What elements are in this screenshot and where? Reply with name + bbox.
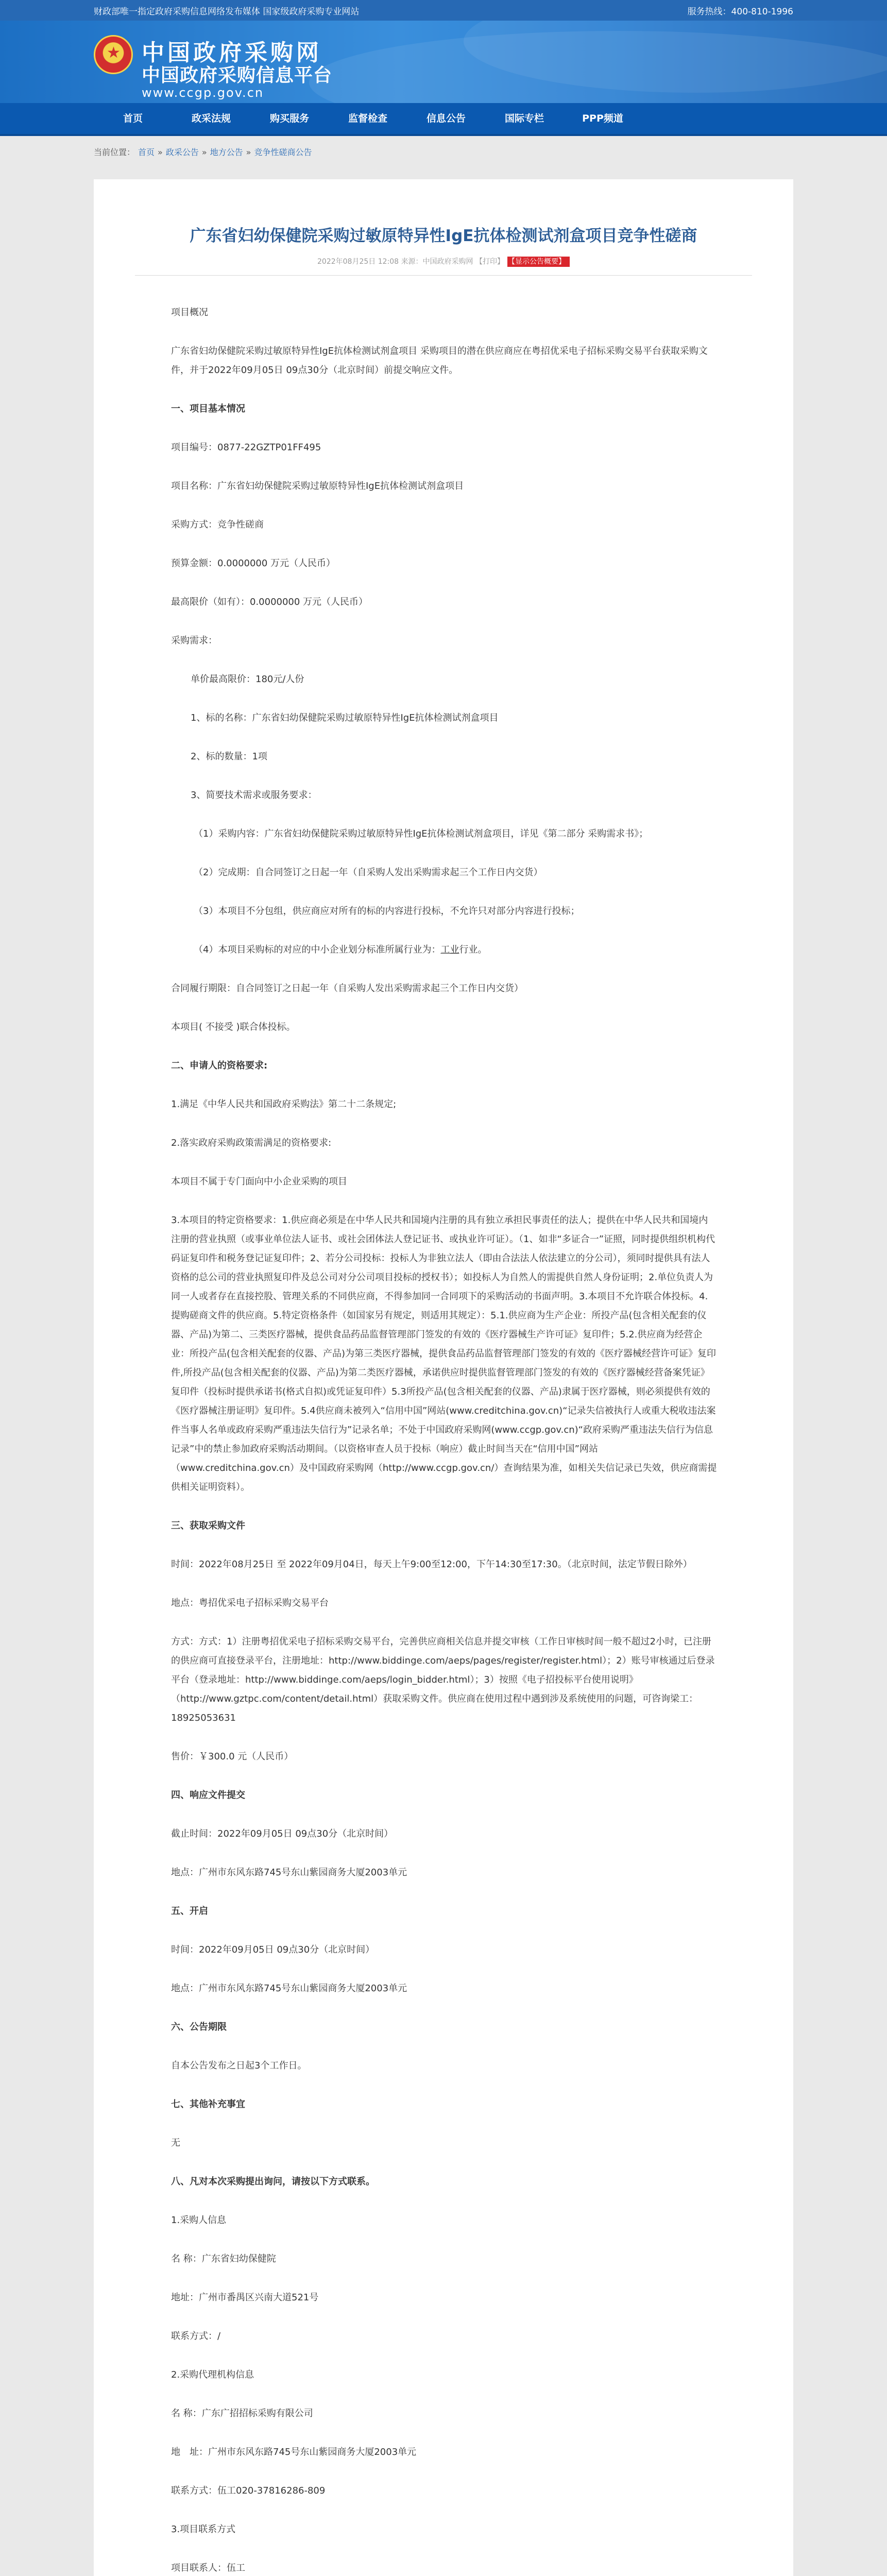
section-heading: 一、项目基本情况 [171,403,245,414]
opening-time: 时间：2022年09月05日 09点30分（北京时间） [171,1944,375,1955]
requirement-subitem: （2）完成期：自合同签订之日起一年（自采购人发出采购需求起三个工作日内交货） [194,867,543,878]
submission-deadline: 截止时间：2022年09月05日 09点30分（北京时间） [171,1828,394,1839]
article-title: 广东省妇幼保健院采购过敏原特异性IgE抗体检测试剂盒项目竞争性磋商 [190,227,697,245]
section-heading: 四、响应文件提交 [171,1790,245,1801]
article-body [171,303,717,2576]
section-heading: 五、开启 [171,1906,208,1917]
breadcrumb-item[interactable]: 竞争性磋商公告 [254,147,312,157]
breadcrumb-item[interactable]: 政采公告 [165,147,199,157]
submission-place: 地点：广州市东风东路745号东山紫园商务大厦2003单元 [171,1867,407,1878]
article-meta [94,256,793,266]
project-name: 项目名称：广东省妇幼保健院采购过敏原特异性IgE抗体检测试剂盒项目 [171,481,464,492]
site-subtitle: 中国政府采购信息平台 [142,64,333,86]
purchaser-address: 地址：广州市番禺区兴南大道521号 [171,2292,319,2303]
nav-item-supervision[interactable]: 监督检查 [348,113,387,124]
agency-contact: 联系方式：伍工020-37816286-809 [171,2485,326,2496]
contract-period: 合同履行期限：自合同签订之日起一年（自采购人发出采购需求起三个工作日内交货） [171,983,523,994]
qualification-item: 3.本项目的特定资格要求：1.供应商必须是在中华人民共和国境内注册的具有独立承担民事责任的法人；提供在中华人民共和国境内注册的营业执照（或事业单位法人证书、或社会团体法人登记证书、或执业许可证）。（1、如非“多证合一”证照，同时提供组织机构代码证复印件和税务登记证复印件；2、若分公司投标：投标人为非独立法人（即由合法法人依法建立的分公司），须同时提供具有法人资格的总公司的营业执照复印件及总公司对分公司项目投标的授权书）；如投标人为自然人的需提供自然人身份证明；2.单位负责人为同一人或者存在直接控股、管理关系的不同供应商，不得参加同一合同项下的采购活动的书面声明。3.本项目不允许联合体投标。4.提购磋商文件的供应商。5.特定资格条件（如国家另有规定，则适用其规定）：5.1.供应商为生产企业：所投产品(包含相关配套的仪器、产品)为第二、三类医疗器械，提供食品药品监督管理部门签发的有效的《医疗器械生产许可证》复印件；5.2.供应商为经营企业：所投产品(包含相关配套的仪器、产品)为第三类医疗器械，提供食品药品监督管理部门签发的有效的《医疗器械经营许可证》复印件,所投产品(包含相关配套的仪器、产品)为第二类医疗器械，承诺供应时提供监督管理部门签发的有效的《医疗器械经营备案凭证》复印件（投标时提供承诺书(格式自拟)或凭证复印件）5.3所投产品(包含相关配套的仪器、产品)隶属于医疗器械，则必须提供有效的《医疗器械注册证明》复印件。5.4供应商未被列入“信用中国”网站(www.creditchina.gov.cn)“记录失信被执行人或重大税收违法案件当事人名单或政府采购严重违法失信行为”记录名单；不处于中国政府采购网(www.ccgp.gov.cn)“政府采购严重违法失信行为信息记录”中的禁止参加政府采购活动期间。（以资格审查人员于投标（响应）截止时间当天在“信用中国”网站（www.creditchina.gov.cn）及中国政府采购网（http://www.ccgp.gov.cn/）查询结果为准，如相关失信记录已失效，供应商需提供相关证明资料）。 [171,1215,717,1493]
acquire-time: 时间：2022年08月25日 至 2022年09月04日，每天上午9:00至12:00，下午14:30至17:30。（北京时间，法定节假日除外） [171,1559,692,1570]
document-price: 售价：￥300.0 元（人民币） [171,1751,294,1762]
section-heading: 三、获取采购文件 [171,1520,245,1531]
article-meta-text: 2022年08月25日 12:08 来源：中国政府采购网 【打印】 [317,258,504,266]
breadcrumb-prefix: 当前位置： [94,147,135,157]
requirement-item: 2、标的数量：1项 [191,751,267,762]
national-emblem-icon [94,35,133,74]
requirement-text: 行业。 [459,944,487,955]
contact-group-title: 3.项目联系方式 [171,2524,236,2535]
breadcrumb-separator: » [201,147,207,157]
nav-item-purchase-services[interactable]: 购买服务 [269,113,309,124]
contact-group-title: 2.采购代理机构信息 [171,2369,254,2380]
breadcrumb-separator: » [246,147,251,157]
agency-name: 名 称：广东广招招标采购有限公司 [171,2408,313,2419]
requirement-item: 单价最高限价：180元/人份 [191,674,304,685]
top-strip-slogan: 财政部唯一指定政府采购信息网络发布媒体 国家级政府采购专业网站 [94,6,360,17]
requirements-title: 采购需求： [171,635,217,646]
requirement-subitem [171,940,717,959]
section-heading: 六、公告期限 [171,2022,227,2032]
max-price: 最高限价（如有）：0.0000000 万元（人民币） [171,597,368,607]
project-contact-person: 项目联系人：伍工 [171,2563,245,2573]
section-heading: 二、申请人的资格要求: [171,1060,268,1071]
article-panel [94,179,793,2576]
industry-value: 工业 [440,944,459,955]
divider [135,275,752,276]
notice-period: 自本公告发布之日起3个工作日。 [171,2060,307,2071]
nav-item-international[interactable]: 国际专栏 [504,113,544,124]
acquire-method: 方式：方式：1）注册粤招优采电子招标采购交易平台，完善供应商相关信息并提交审核（工作日审核时间一般不超过2小时，已注册的供应商可直接登录平台，注册地址：http://www.biddinge.com/aeps/pages/register/register.html）；2）账号审核通过后登录平台（登录地址：http://www.biddinge.com/aeps/login_bidder.html）；3）按照《电子招投标平台使用说明》（http://www.gztpc.com/content/detail.html）获取采购文件。供应商在使用过程中遇到涉及系统使用的问题，可咨询梁工：18925053631 [171,1636,715,1723]
nav-item-home[interactable]: 首页 [123,113,143,124]
qualification-item: 1.满足《中华人民共和国政府采购法》第二十二条规定; [171,1099,397,1110]
nav-item-regulations[interactable]: 政采法规 [191,113,231,124]
opening-place: 地点：广州市东风东路745号东山紫园商务大厦2003单元 [171,1983,407,1994]
site-url: www.ccgp.gov.cn [142,86,264,100]
nav-item-ppp[interactable]: PPP频道 [582,113,623,124]
requirement-item: 3、简要技术需求或服务要求： [191,790,317,801]
contact-group-title: 1.采购人信息 [171,2215,227,2226]
breadcrumb-item[interactable]: 首页 [138,147,155,157]
breadcrumb-separator: » [158,147,163,157]
other-matters: 无 [171,2138,180,2148]
procurement-method: 采购方式：竞争性磋商 [171,519,264,530]
site-title[interactable]: 中国政府采购网 [142,40,322,66]
site-header [0,21,887,103]
acquire-place: 地点：粤招优采电子招标采购交易平台 [171,1598,329,1608]
consortium-note: 本项目( 不接受 )联合体投标。 [171,1022,296,1032]
requirement-subitem: （3）本项目不分包组，供应商应对所有的标的内容进行投标，不允许只对部分内容进行投标； [194,906,580,917]
purchaser-contact: 联系方式：/ [171,2331,221,2342]
section-heading: 八、凡对本次采购提出询问，请按以下方式联系。 [171,2176,375,2187]
qualification-item: 本项目不属于专门面向中小企业采购的项目 [171,1176,347,1187]
purchaser-name: 名 称：广东省妇幼保健院 [171,2253,276,2264]
service-hotline: 服务热线：400-810-1996 [687,6,793,17]
project-number: 项目编号：0877-22GZTP01FF495 [171,442,321,453]
agency-address: 地 址：广州市东风东路745号东山紫园商务大厦2003单元 [171,2447,417,2458]
breadcrumb-item[interactable]: 地方公告 [210,147,243,157]
top-strip [0,0,887,21]
main-nav [0,103,887,136]
show-summary-button[interactable]: 【显示公告概要】 [507,257,570,267]
paragraph: 广东省妇幼保健院采购过敏原特异性IgE抗体检测试剂盒项目 采购项目的潜在供应商应在粤招优采电子招标采购交易平台获取采购文件，并于2022年09月05日 09点30分（北京时间）前提交响应文件。 [171,346,708,376]
requirement-subitem: （1）采购内容：广东省妇幼保健院采购过敏原特异性IgE抗体检测试剂盒项目，详见《第二部分 采购需求书》； [194,828,649,839]
breadcrumb [0,136,887,165]
qualification-item: 2.落实政府采购政策需满足的资格要求: [171,1138,332,1148]
requirement-text: （4）本项目采购标的对应的中小企业划分标准所属行业为： [194,944,441,955]
budget-amount: 预算金额：0.0000000 万元（人民币） [171,558,336,569]
requirement-item: 1、标的名称：广东省妇幼保健院采购过敏原特异性IgE抗体检测试剂盒项目 [191,713,499,723]
nav-item-notices[interactable]: 信息公告 [426,113,466,124]
section-heading: 七、其他补充事宜 [171,2099,245,2110]
paragraph: 项目概况 [171,307,208,318]
